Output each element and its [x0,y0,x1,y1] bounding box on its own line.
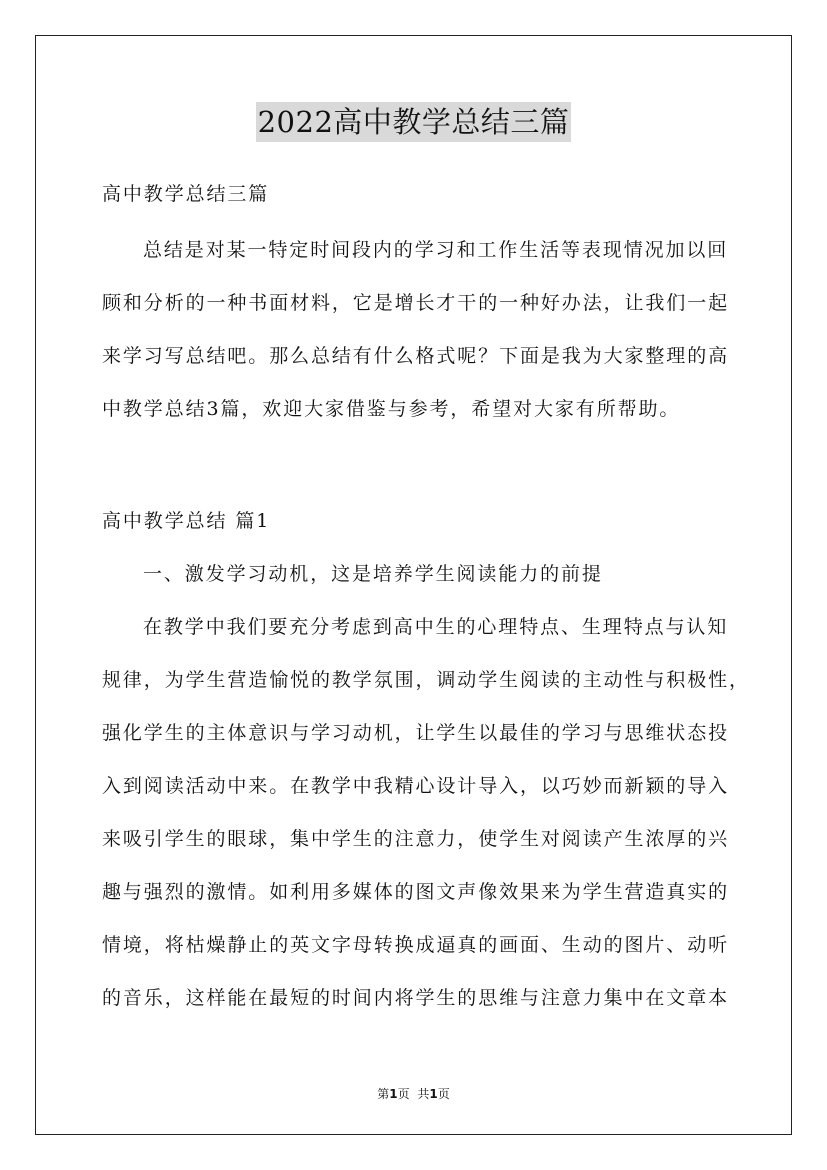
section-heading: 高中教学总结 篇1 [102,510,271,532]
total-pages: 1 [429,1087,438,1101]
body-line: 的音乐，这样能在最短的时间内将学生的思维与注意力集中在文章本 [102,987,730,1009]
page-suffix: 页 [397,1087,410,1101]
body-line: 来吸引学生的眼球，集中学生的注意力，使学生对阅读产生浓厚的兴 [102,828,730,850]
total-prefix: 共 [417,1087,430,1101]
document-title: 2022高中教学总结三篇 [256,102,572,142]
intro-line: 中教学总结3篇，欢迎大家借鉴与参考，希望对大家有所帮助。 [102,398,681,420]
body-line: 情境，将枯燥静止的英文字母转换成逼真的画面、生动的图片、动听 [102,934,730,956]
intro-line: 来学习写总结吧。那么总结有什么格式呢？下面是我为大家整理的高 [102,345,730,367]
intro-line: 顾和分析的一种书面材料，它是增长才干的一种好办法，让我们一起 [102,292,730,314]
document-subtitle: 高中教学总结三篇 [102,183,270,205]
point-heading: 一、激发学习动机，这是培养学生阅读能力的前提 [143,563,603,585]
body-line: 趣与强烈的激情。如利用多媒体的图文声像效果来为学生营造真实的 [102,881,730,903]
body-line: 在教学中我们要充分考虑到高中生的心理特点、生理特点与认知 [143,616,729,638]
total-suffix: 页 [437,1087,450,1101]
page-footer [0,1085,827,1102]
body-line: 强化学生的主体意识与学习动机，让学生以最佳的学习与思维状态投 [102,722,730,744]
intro-line: 总结是对某一特定时间段内的学习和工作生活等表现情况加以回 [143,239,729,261]
page-prefix: 第 [377,1087,390,1101]
page-number: 1 [389,1087,398,1101]
title-container [0,102,827,142]
body-line: 入到阅读活动中来。在教学中我精心设计导入，以巧妙而新颖的导入 [102,775,730,797]
body-line: 规律，为学生营造愉悦的教学氛围，调动学生阅读的主动性与积极性， [102,669,750,691]
